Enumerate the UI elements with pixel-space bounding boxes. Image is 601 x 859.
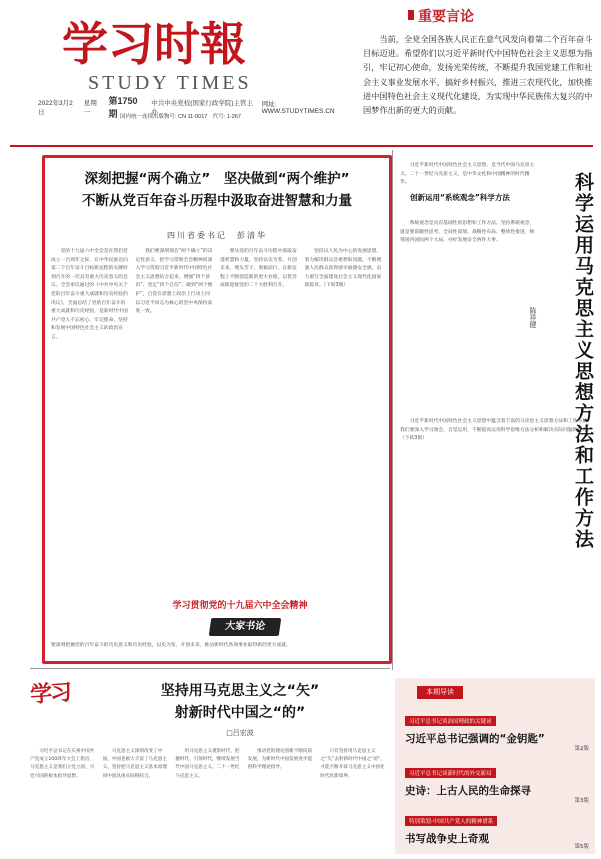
index-item-1[interactable]	[405, 708, 589, 746]
lead-title-line-1[interactable]: 深刻把握“两个确立” 坚决做到“两个维护”	[84, 171, 350, 187]
index-item-tag: 特别策划·中国共产党人的精神谱系	[405, 816, 497, 826]
study-stamp: 学习	[29, 679, 72, 709]
index-head: 本期导读	[417, 686, 463, 699]
index-item-title[interactable]: 习近平总书记强调的“金钥匙”	[405, 733, 545, 745]
lead-title-line-2[interactable]: 不断从党百年奋斗历程中汲取奋进智慧和力量	[82, 193, 352, 209]
right-vertical-title[interactable]: 科学运用马克思主义思想方法和工作方法	[572, 172, 594, 550]
right-top-text: 习近平新时代中国特色社会主义思想，是当代中国马克思主义、二十一世纪马克思主义，是中华文化和中国精神的时代精华。	[400, 163, 535, 185]
index-item-title[interactable]: 书写战争史上奇观	[405, 833, 489, 845]
lead-column-3: 要从党的百年奋斗历程中汲取奋进智慧和力量，坚持以史为鉴、开创未来，埋头苦干、勇毅前行，在新征程上不断创造新的更大业绩，以优异成绩迎接党的二十大胜利召开。	[220, 249, 297, 289]
publisher: 中共中央党校(国家行政学院)主管主办	[151, 100, 254, 116]
section-divider	[30, 668, 390, 669]
column-divider	[392, 150, 393, 670]
masthead	[0, 0, 601, 150]
lead-title[interactable]	[45, 168, 389, 212]
issue-date: 2022年3月2日	[38, 100, 73, 116]
index-item-3[interactable]	[405, 808, 589, 846]
publication-codes: 国内统一连续出版物号: CN 11-0017 代号: 1-267	[120, 114, 241, 120]
right-article[interactable]	[400, 162, 596, 582]
bottom-article[interactable]	[30, 672, 387, 854]
logo-char-4: 報	[200, 17, 244, 71]
quote-text: 当前，全党全国各族人民正在意气风发向着第二个百年奋斗目标迈进。希望你们以习近平新时代中国特色社会主义思想为指引，牢记初心使命，发扬光荣传统，不断提升我国党建工作和社会主义事业发展水平，搞好乡村振兴，推进三农现代化，加快推进中国特色社会主义现代化建设，为实现中华民族伟大复兴的中国梦作出新的更大的贡献。	[363, 34, 593, 116]
lead-body	[51, 248, 383, 593]
lead-author: 四川省委书记 彭清华	[167, 231, 267, 240]
important-quote-box	[363, 4, 593, 142]
lead-banner: 学习贯彻党的十九届六中全会精神	[172, 601, 308, 611]
index-item-page: 第5版	[574, 844, 589, 850]
lead-tail-text: 要深刻把握党的百年奋斗的历史意义和历史经验，以史为鉴，开创未来，推动新时代各项事业取得新的更大成就。	[51, 643, 291, 648]
bottom-title[interactable]	[100, 680, 380, 724]
lead-article[interactable]	[42, 155, 392, 664]
bottom-column-1: 习近平总书记在庆祝中国共产党成立100周年大会上指出，马克思主义是我们立党立国、兴党兴国的根本指导思想。	[30, 749, 95, 779]
bottom-title-line-1[interactable]: 坚持用马克思主义之“矢”	[160, 683, 320, 699]
logo-char-1: 学	[62, 17, 106, 71]
logo-char-3: 时	[154, 17, 198, 71]
bottom-column-4: 推动党的理论创新不断向前发展，为新时代中国发展进步提供科学理论指导。	[247, 749, 313, 771]
bottom-author: □吕宏波	[226, 729, 254, 737]
issue-weekday: 星期一	[83, 100, 97, 116]
english-name: STUDY TIMES	[88, 72, 252, 94]
right-subhead: 创新运用“系统观念”科学方法	[410, 193, 510, 202]
bottom-title-line-2[interactable]: 射新时代中国之“的”	[174, 705, 306, 721]
index-item-title[interactable]: 史诗：上古人民的生命探寻	[405, 785, 531, 797]
logo-char-2: 习	[108, 17, 152, 71]
bottom-column-5: 只有坚持用马克思主义之“矢”去射新时代中国之“的”，才能不断开辟马克思主义中国化时代化新境界。	[320, 749, 386, 779]
lead-column-1: 党的十九届六中全会是在我们党成立一百周年之际、在中华民族迈向第二个百年奋斗目标新征程的关键时刻召开的一次具有重大历史意义的会议。全会审议通过的《中共中央关于党的百年奋斗重大成就和历史经验的决议》，全面总结了党的百年奋斗的重大成就和历史经验，是新时代中国共产党人不忘初心、牢记使命，坚持和发展中国特色社会主义的政治宣言。	[51, 249, 128, 340]
issue-index	[395, 678, 595, 854]
bottom-column-2: 马克思主义深刻改变了中国，中国也极大丰富了马克思主义。坚持把马克思主义基本原理同中国具体实际相结合。	[102, 749, 167, 779]
right-lower-text: 习近平新时代中国特色社会主义思想中蕴含着丰富的马克思主义思想方法和工作方法，我们要深入学习领会、自觉运用，不断提高运用科学思维方法分析和解决实际问题的能力。（下转3版）	[400, 419, 592, 441]
website[interactable]: 网址: WWW.STUDYTIMES.CN	[261, 101, 335, 115]
index-item-page: 第2版	[574, 746, 589, 752]
bottom-body	[30, 748, 387, 852]
header-rule	[10, 145, 593, 147]
issue-number: 第1750期	[108, 96, 138, 119]
brush-label: 大家书论	[209, 618, 282, 636]
quote-title: 重要言论	[418, 6, 474, 26]
lead-column-2: 我们要深刻领会“两个确立”的决定性意义，把学习贯彻全会精神同深入学习贯彻习近平新时代中国特色社会主义思想结合起来，增强“四个意识”、坚定“四个自信”、做到“两个维护”，自觉在思想上政治上行动上同以习近平同志为核心的党中央保持高度一致。	[135, 249, 213, 315]
index-item-tag: 习近平总书记谈新时代的外交新局	[405, 768, 496, 778]
index-item-2[interactable]	[405, 760, 589, 798]
right-author: 陈祥健	[529, 307, 537, 328]
bottom-column-3: 用马克思主义观察时代、把握时代、引领时代，继续发展当代中国马克思主义、二十一世纪马克思主义。	[175, 749, 240, 779]
index-item-page: 第3版	[574, 798, 589, 804]
newspaper-logo	[62, 14, 252, 74]
index-item-tag: 习近平总书记谈治国理政的关键词	[405, 716, 496, 726]
right-body-text: 系统观念是具有基础性的思想和工作方法。坚持系统观念，就是要前瞻性思考、全局性谋划、战略性布局、整体性推进，统筹国内国际两个大局，办好发展安全两件大事。	[400, 221, 535, 243]
lead-column-4: 坚持以人民为中心的发展思想，着力解决群众急难愁盼问题，不断增强人民群众获得感幸福感安全感，奋力谱写全面建设社会主义现代化国家新篇章。（下转3版）	[304, 249, 382, 289]
